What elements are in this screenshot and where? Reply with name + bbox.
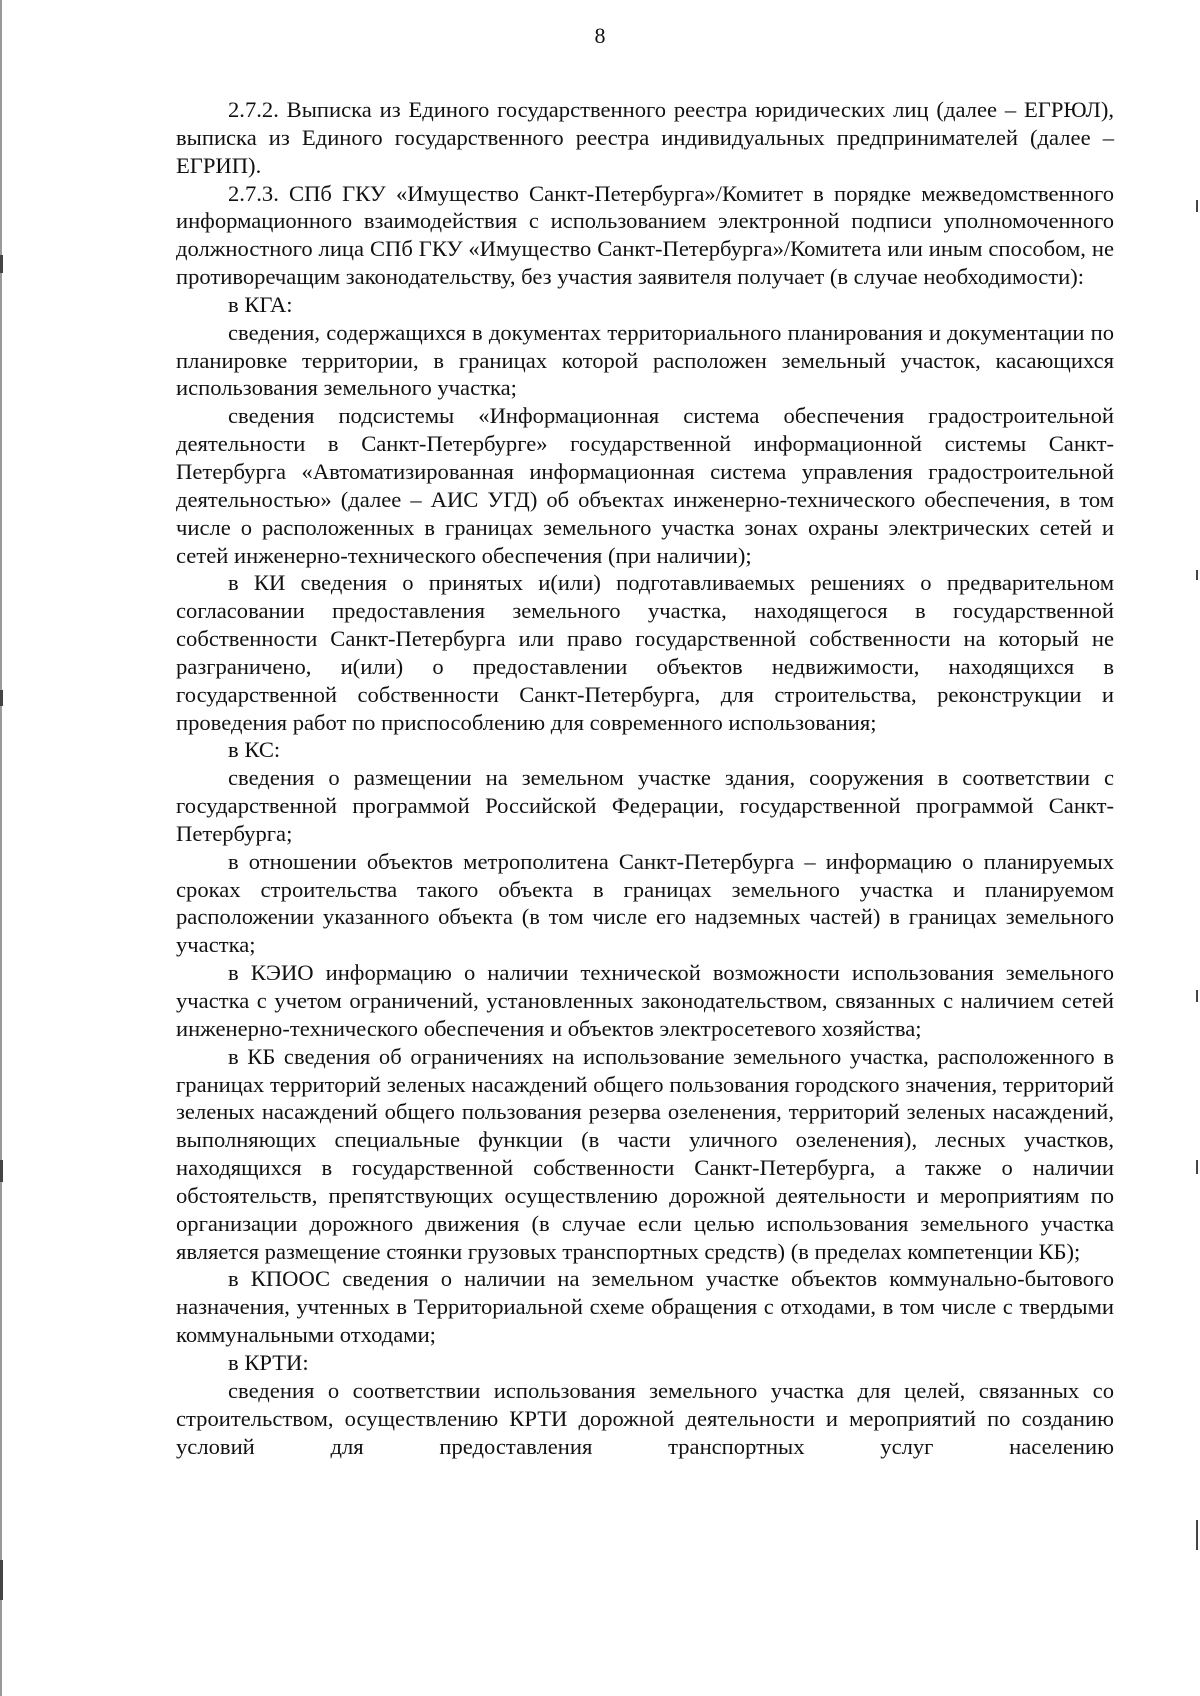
- scan-edge-mark: [1196, 570, 1198, 580]
- scan-edge-mark: [0, 1560, 3, 1600]
- paragraph-kga-planning: сведения, содержащихся в документах территориального планирования и документации по планировке территории, в границах которой расположен земельный участок, касающихся использования земельного участка;: [176, 319, 1114, 401]
- scan-edge-mark: [1196, 1520, 1198, 1550]
- paragraph-kpoos: в КПООС сведения о наличии на земельном участке объектов коммунально-бытового назначения, учтенных в Территориальной схеме обращения с отходами, в том числе с твердыми коммунальными отходами;: [176, 1266, 1114, 1348]
- scan-edge-mark: [0, 1160, 3, 1182]
- paragraph-ks-metro: в отношении объектов метрополитена Санкт-Петербурга – информацию о планируемых сроках строительства такого объекта в границах земельного участка и планируемом расположении указанного объекта (в том числе его надземных частей) в границах земельного участка;: [176, 848, 1114, 958]
- scan-edge-mark: [1196, 200, 1198, 212]
- paragraph-ki: в КИ сведения о принятых и(или) подготавливаемых решениях о предварительном согласовании предоставления земельного участка, находящегося в государственной собственности Санкт-Петербурга или право государственной собственности на который не разграничено, и(или) о предоставлении объектов недвижимости, находящихся в государственной собственности Санкт-Петербурга, для строительства, реконструкции и проведения работ по приспособлению для современного использования;: [176, 570, 1114, 735]
- paragraph-krti: сведения о соответствии использования земельного участка для целей, связанных со строительством, осуществлению КРТИ дорожной деятельности и мероприятий по созданию условий для предоставления транспортных услуг населению: [176, 1377, 1114, 1459]
- subheading-kga: в КГА:: [228, 291, 293, 317]
- subheading-krti: в КРТИ:: [228, 1349, 309, 1375]
- paragraph-ks-placement: сведения о размещении на земельном участке здания, сооружения в соответствии с государственной программой Российской Федерации, государственной программой Санкт-Петербурга;: [176, 765, 1114, 846]
- scan-edge-mark: [0, 690, 3, 706]
- subheading-ks: в КС:: [228, 737, 281, 763]
- scan-edge-mark: [1196, 990, 1198, 1002]
- page-number: 8: [594, 23, 606, 48]
- paragraph-2-7-2: 2.7.2. Выписка из Единого государственного реестра юридических лиц (далее – ЕГРЮЛ), выписка из Единого государственного реестра индивидуальных предпринимателей (далее – ЕГРИП).: [176, 97, 1114, 178]
- paragraph-kb: в КБ сведения об ограничениях на использование земельного участка, расположенного в границах территорий зеленых насаждений общего пользования городского значения, территорий зеленых насаждений общего пользования резерва озеленения, территорий зеленых насаждений, выполняющих специальные функции (в части уличного озеленения), лесных участков, находящихся в государственной собственности Санкт-Петербурга, а также о наличии обстоятельств, препятствующих осуществлению дорожной деятельности и мероприятиям по организации дорожного движения (в случае если целью использования земельного участка является размещение стоянки грузовых транспортных средств) (в пределах компетенции КБ);: [176, 1043, 1114, 1264]
- scan-edge-mark: [1196, 1160, 1198, 1174]
- paragraph-2-7-3: 2.7.3. СПб ГКУ «Имущество Санкт-Петербурга»/Комитет в порядке межведомственного информационного взаимодействия с использованием электронной подписи уполномоченного должностного лица СПб ГКУ «Имущество Санкт-Петербурга»/Комитета или иным способом, не противоречащим законодательству, без участия заявителя получает (в случае необходимости):: [176, 180, 1114, 290]
- paragraph-kga-ais-ugd: сведения подсистемы «Информационная система обеспечения градостроительной деятельности в Санкт-Петербурге» государственной информационной системы Санкт-Петербурга «Автоматизированная информационная система управления градостроительной деятельностью» (далее – АИС УГД) об объектах инженерно-технического обеспечения, в том числе о расположенных в границах земельного участка зонах охраны электрических сетей и сетей инженерно-технического обеспечения (при наличии);: [176, 403, 1114, 568]
- scan-edge-mark: [0, 255, 3, 273]
- paragraph-keio: в КЭИО информацию о наличии технической возможности использования земельного участка с учетом ограничений, установленных законодательством, связанных с наличием сетей инженерно-технического обеспечения и объектов электросетевого хозяйства;: [176, 960, 1114, 1041]
- document-body: [176, 96, 1114, 1460]
